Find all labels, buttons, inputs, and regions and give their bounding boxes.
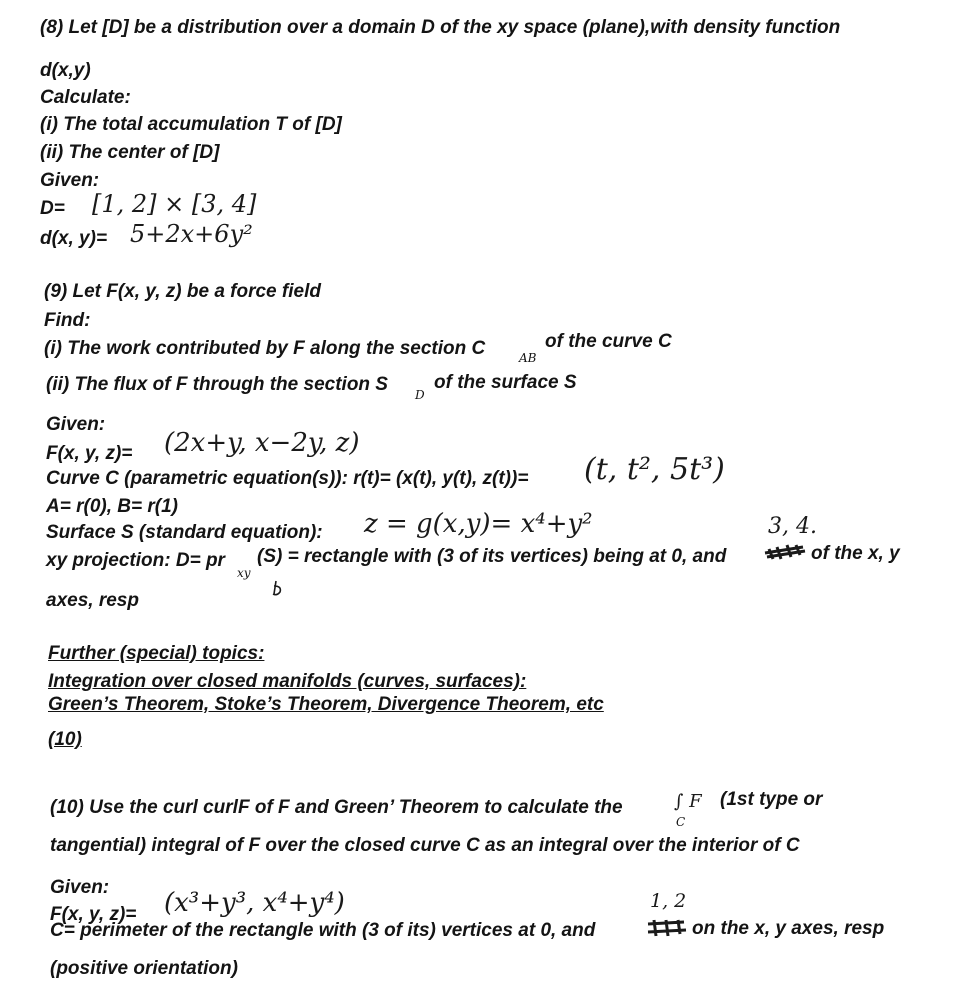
problem9-surface-label: Surface S (standard equation):: [46, 522, 323, 543]
scribble-mark: [646, 918, 688, 938]
handwritten-d-mark: [270, 580, 284, 596]
scribble-mark: [763, 541, 809, 563]
problem9-item-i: [44, 338, 485, 360]
problem8-title-line1: (8) Let [D] be a distribution over a domain D of the xy space (plane),with density function: [40, 17, 841, 38]
problem9-item-ii: (ii) The flux of F through the section S: [46, 374, 388, 395]
problem8-domain-label: D=: [40, 198, 65, 219]
problem8-calculate: Calculate:: [40, 87, 131, 108]
problem9-item-ii-subscript: D: [415, 388, 425, 402]
problem9-item-ii-end: of the surface S: [434, 372, 577, 393]
problem10-curve-line-end: on the x, y axes, resp: [692, 918, 885, 939]
problem9-given: Given:: [46, 414, 106, 435]
topics-heading: Further (special) topics:: [48, 643, 265, 664]
problem10-field-label: F(x, y, z)=: [50, 904, 137, 925]
problem9-curve-label: Curve C (parametric equation(s)): r(t)= (x(t), y(t), z(t))=: [46, 468, 529, 489]
problem8-item-i: (i) The total accumulation T of [D]: [40, 114, 342, 135]
problem9-curve-value: (t, t², 5t³): [584, 452, 725, 487]
problem8-domain-value: [1, 2] × [3, 4]: [92, 190, 257, 218]
topics-line3: Green’s Theorem, Stoke’s Theorem, Divergence Theorem, etc: [48, 694, 604, 715]
problem10-line1-end: (1st type or: [720, 789, 823, 810]
problem10-line2: tangential) integral of F over the closed curve C as an integral over the interior of C: [50, 835, 800, 856]
topics-line4: (10): [48, 729, 82, 750]
problem10-integral-symbol: ∫ F: [674, 791, 702, 812]
problem9-field-value: (2x+y, x−2y, z): [164, 428, 360, 458]
problem8-density-value: 5+2x+6y²: [130, 220, 253, 248]
problem9-find: Find:: [44, 310, 91, 331]
problem10-orientation: (positive orientation): [50, 958, 238, 979]
problem9-item-i-end: of the curve C: [545, 331, 672, 352]
problem9-projection-rest: (S) = rectangle with (3 of its vertices) being at 0, and: [257, 546, 727, 567]
problem9-projection-line2: axes, resp: [46, 590, 139, 611]
problem9-item-i-text: (i) The work contributed by F along the section C: [44, 338, 486, 359]
problem8-density-label: d(x, y)=: [40, 228, 108, 249]
topics-line2: Integration over closed manifolds (curves, surfaces):: [48, 671, 527, 692]
problem8-given: Given:: [40, 170, 100, 191]
problem9-vertices-note: 3, 4.: [768, 514, 817, 539]
problem9-field-label: F(x, y, z)=: [46, 443, 133, 464]
problem9-surface-value: z = g(x,y)= x⁴+y²: [364, 509, 593, 539]
problem10-integral-subscript: C: [676, 815, 686, 829]
problem9-projection-text: xy projection: D= pr: [46, 550, 225, 571]
problem9-title: (9) Let F(x, y, z) be a force field: [44, 281, 321, 302]
problem10-vertices-note: 1, 2: [650, 890, 687, 912]
problem9-item-i-subscript: AB: [519, 351, 537, 365]
problem8-item-ii: (ii) The center of [D]: [40, 142, 220, 163]
problem9-projection-subscript: xy: [237, 566, 251, 580]
problem10-field-value: (x³+y³, x⁴+y⁴): [164, 888, 345, 918]
problem9-endpoints: A= r(0), B= r(1): [46, 496, 178, 517]
problem10-given: Given:: [50, 877, 110, 898]
problem10-curve-line: C= perimeter of the rectangle with (3 of its) vertices at 0, and: [50, 920, 596, 941]
problem9-projection-end: of the x, y: [811, 543, 900, 564]
problem8-title-line2: d(x,y): [40, 60, 91, 81]
problem10-line1: (10) Use the curl curlF of F and Green’ Theorem to calculate the: [50, 797, 623, 818]
